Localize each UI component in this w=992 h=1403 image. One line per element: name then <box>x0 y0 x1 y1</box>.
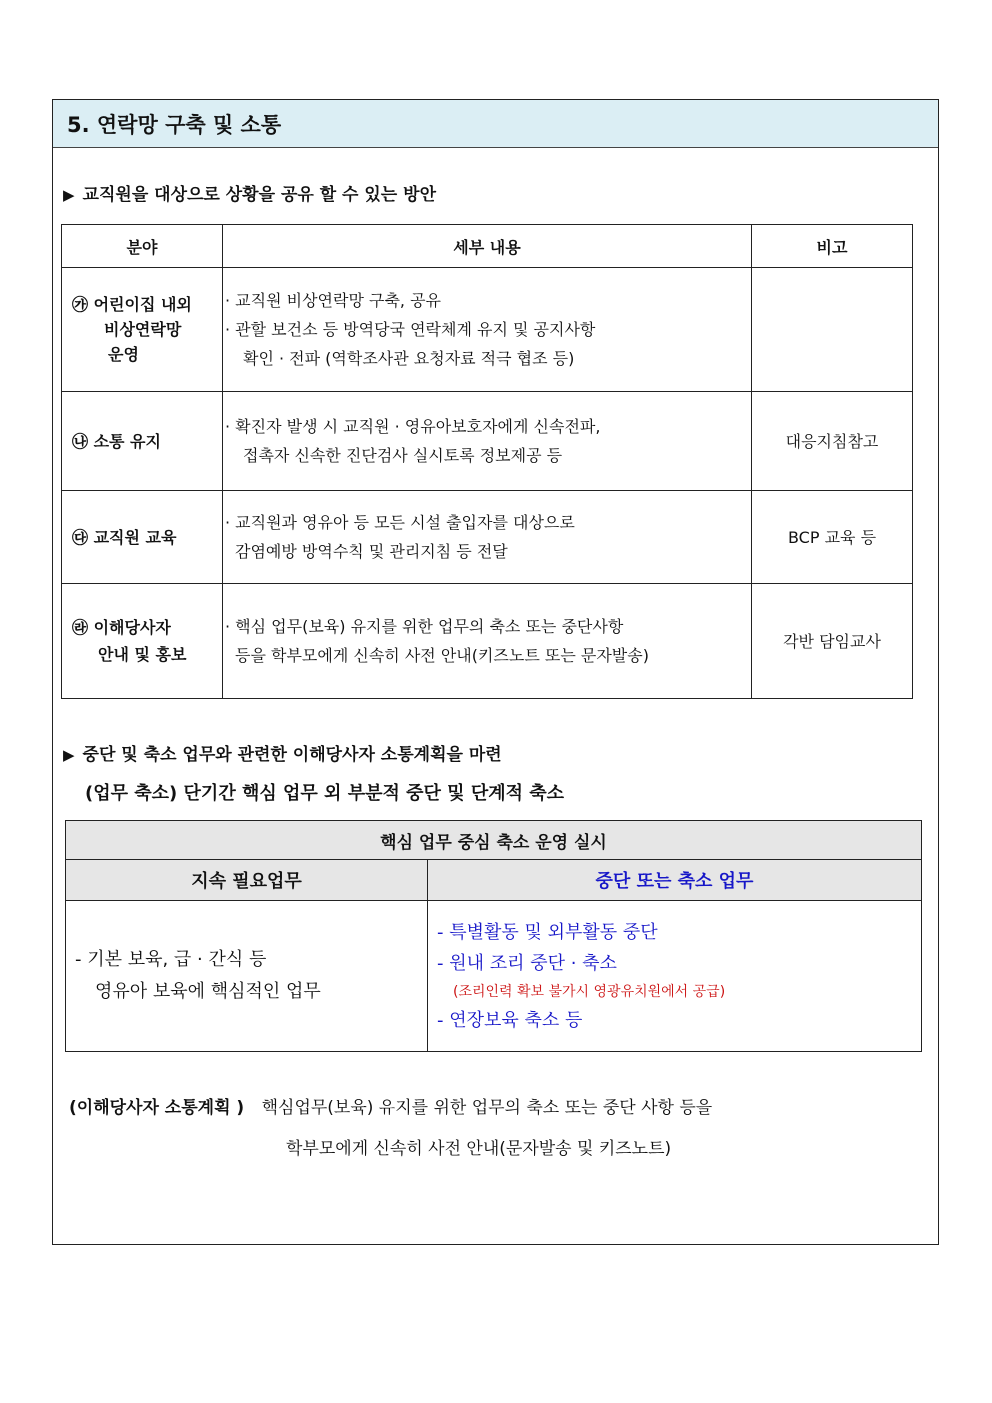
note-cell: 대응지침참고 <box>752 392 913 491</box>
field-cell: ㉯ 소통 유지 <box>62 392 223 491</box>
header-detail: 세부 내용 <box>223 225 752 268</box>
detail-line: · 교직원 비상연락망 구축, 공유 <box>225 291 441 310</box>
subsection-2-text: 중단 및 축소 업무와 관련한 이해당사자 소통계획을 마련 <box>82 745 502 765</box>
table-row <box>62 584 913 699</box>
reduction-banner: 핵심 업무 중심 축소 운영 실시 <box>66 821 922 860</box>
section-frame <box>52 99 939 1245</box>
note-cell: 각반 담임교사 <box>752 584 913 699</box>
detail-line: · 핵심 업무(보육) 유지를 위한 업무의 축소 또는 중단사항 <box>225 617 624 636</box>
header-note: 비고 <box>752 225 913 268</box>
table-row <box>62 268 913 392</box>
plan-text-1: 핵심업무(보육) 유지를 위한 업무의 축소 또는 중단 사항 등을 <box>261 1098 713 1118</box>
field-line: 비상연락망 <box>104 320 182 339</box>
list-item: - 특별활동 및 외부활동 중단 <box>437 921 658 943</box>
continue-list <box>67 944 426 1008</box>
detail-cell <box>223 392 752 491</box>
detail-line: · 확진자 발생 시 교직원 · 영유아보호자에게 신속전파, <box>225 417 601 436</box>
section-header <box>53 100 938 148</box>
reduction-table <box>65 820 922 1052</box>
communication-table <box>61 224 913 699</box>
list-item: - 연장보육 축소 등 <box>437 1009 583 1031</box>
field-line: 운영 <box>108 345 139 364</box>
list-item: 영유아 보육에 핵심적인 업무 <box>95 981 321 1002</box>
field-cell <box>62 268 223 392</box>
plan-line-1 <box>69 1093 712 1118</box>
col-continue-header: 지속 필요업무 <box>66 860 428 901</box>
triangle-bullet-icon: ▶ <box>63 186 75 204</box>
table-row <box>62 491 913 584</box>
list-item: - 기본 보육, 급 · 간식 등 <box>75 949 267 970</box>
detail-line: · 관할 보건소 등 방역당국 연락체계 유지 및 공지사항 <box>225 320 596 339</box>
note-cell <box>752 268 913 392</box>
field-cell <box>62 584 223 699</box>
col-stop-header: 중단 또는 축소 업무 <box>428 860 922 901</box>
field-cell: ㉰ 교직원 교육 <box>62 491 223 584</box>
detail-cell <box>223 268 752 392</box>
detail-line: 확인 · 전파 (역학조사관 요청자료 적극 협조 등) <box>243 349 575 368</box>
field-line: ㉮ 어린이집 내외 <box>72 295 192 314</box>
plan-text-2: 학부모에게 신속히 사전 안내(문자발송 및 키즈노트) <box>286 1139 672 1159</box>
detail-cell <box>223 584 752 699</box>
table-row <box>62 392 913 491</box>
stop-list <box>429 917 920 1036</box>
triangle-bullet-icon: ▶ <box>63 746 75 764</box>
plan-label: (이해당사자 소통계획 ) <box>69 1098 245 1118</box>
subsection-1-heading <box>63 180 436 205</box>
subsection-2-heading <box>63 740 502 765</box>
continue-cell <box>66 901 428 1052</box>
list-item: - 원내 조리 중단 · 축소 <box>437 952 617 974</box>
detail-line: 접촉자 신속한 진단검사 실시토록 정보제공 등 <box>243 446 563 465</box>
header-field: 분야 <box>62 225 223 268</box>
detail-line: · 교직원과 영유아 등 모든 시설 출입자를 대상으로 <box>225 513 575 532</box>
detail-line: 감염예방 방역수칙 및 관리지침 등 전달 <box>235 542 508 561</box>
reduction-line: (업무 축소) 단기간 핵심 업무 외 부분적 중단 및 단계적 축소 <box>85 783 565 804</box>
stop-cell <box>428 901 922 1052</box>
section-title: 5. 연락망 구축 및 소통 <box>67 113 282 137</box>
subsection-1-text: 교직원을 대상으로 상황을 공유 할 수 있는 방안 <box>82 185 436 205</box>
cooking-note: (조리인력 확보 불가시 영광유치원에서 공급) <box>453 983 726 1000</box>
table-header-row <box>62 225 913 268</box>
note-cell: BCP 교육 등 <box>752 491 913 584</box>
field-line: 안내 및 홍보 <box>98 645 187 664</box>
detail-cell <box>223 491 752 584</box>
field-line: ㉱ 이해당사자 <box>72 618 171 637</box>
detail-line: 등을 학부모에게 신속히 사전 안내(키즈노트 또는 문자발송) <box>235 646 649 665</box>
